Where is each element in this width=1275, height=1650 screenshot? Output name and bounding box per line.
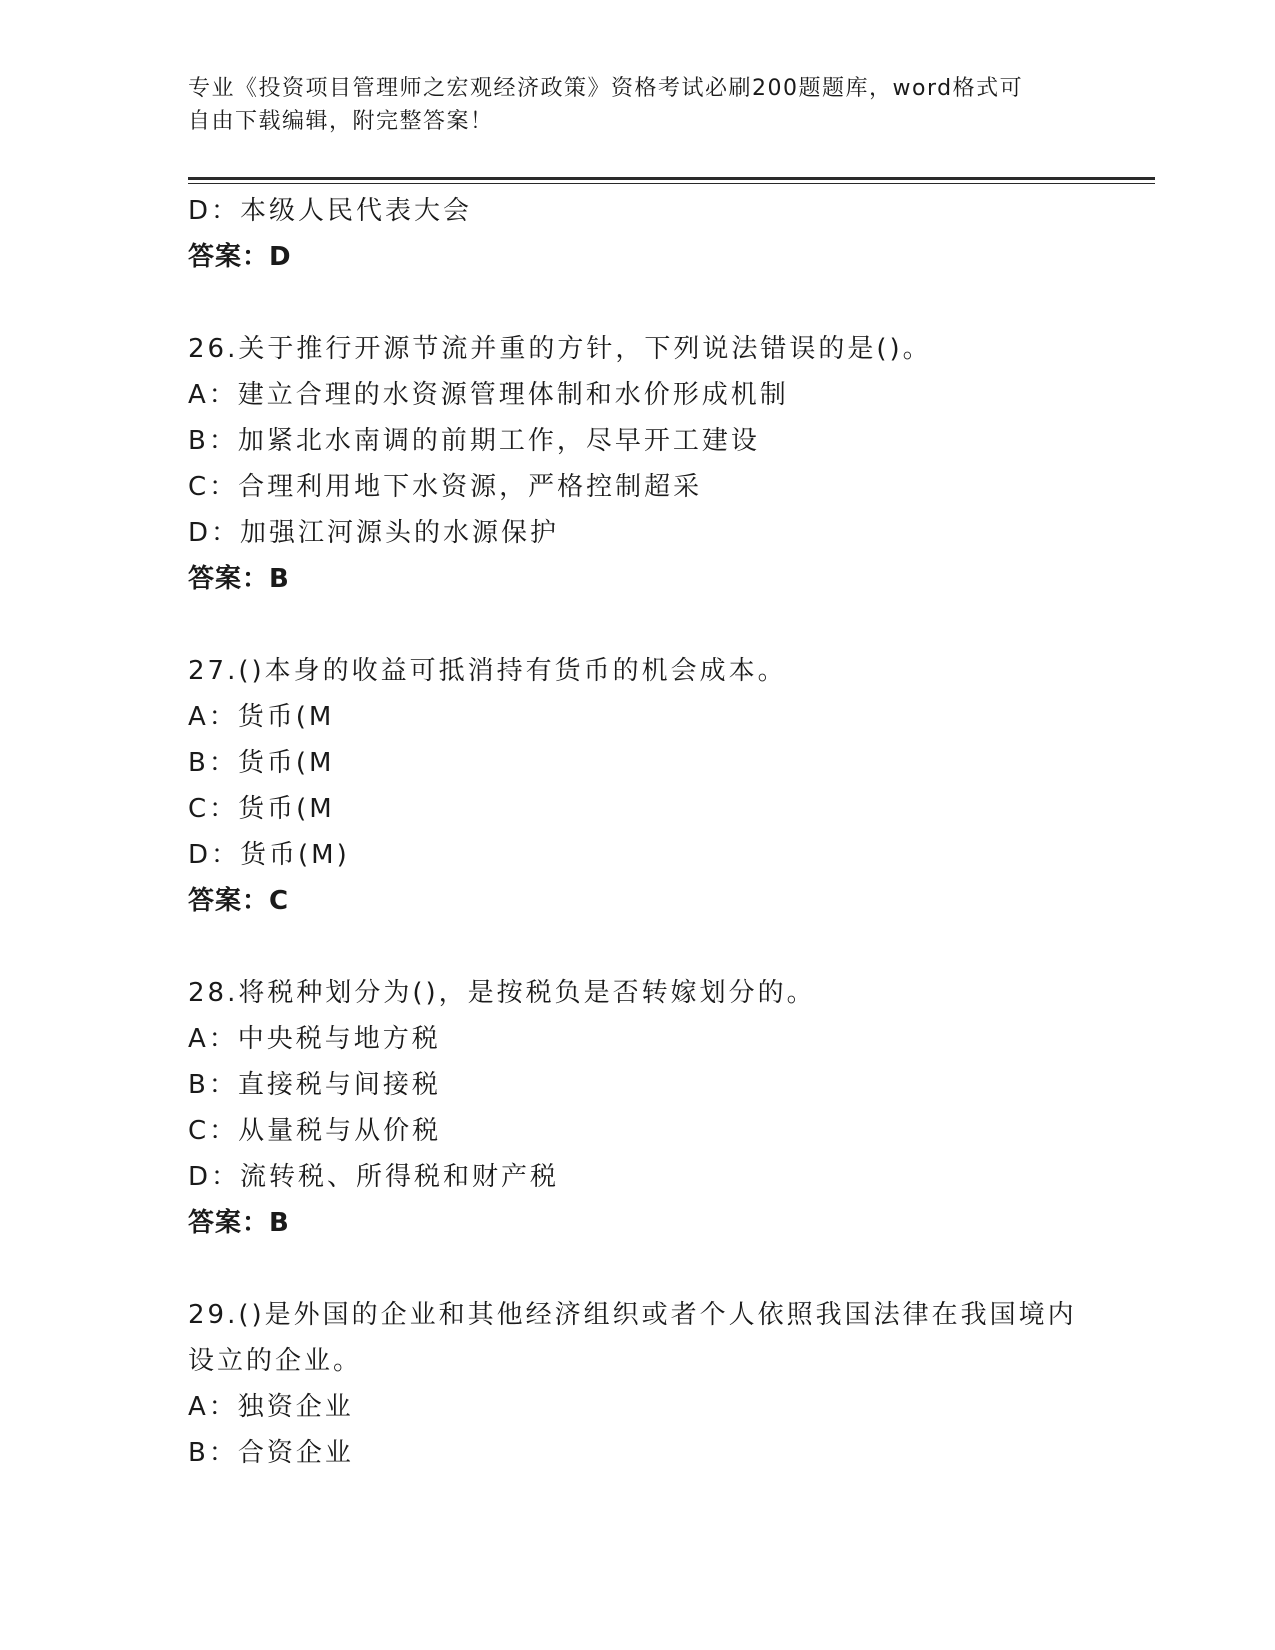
option-d: D：流转税、所得税和财产税 [188, 1162, 560, 1192]
answer-line: 答案：C [188, 886, 290, 916]
option-a: A：中央税与地方税 [188, 1024, 441, 1054]
question-29 [188, 1292, 1148, 1476]
question-list [188, 188, 1148, 1476]
question-stem: 26.关于推行开源节流并重的方针，下列说法错误的是()。 [188, 334, 932, 364]
option-c: C：从量税与从价税 [188, 1116, 442, 1146]
previous-question-tail [188, 188, 1148, 280]
option-d: D：本级人民代表大会 [188, 196, 473, 226]
question-26 [188, 326, 1148, 602]
option-d: D：货币(M) [188, 840, 350, 870]
answer-line: 答案：B [188, 564, 290, 594]
document-header [188, 72, 1068, 138]
header-divider-thick [188, 177, 1155, 180]
question-stem: 28.将税种划分为()，是按税负是否转嫁划分的。 [188, 978, 816, 1008]
answer-line: 答案：D [188, 242, 292, 272]
question-stem-line-2: 设立的企业。 [188, 1346, 363, 1376]
option-a: A：货币(M [188, 702, 335, 732]
option-a: A：独资企业 [188, 1392, 354, 1422]
option-b: B：货币(M [188, 748, 335, 778]
option-b: B：合资企业 [188, 1438, 354, 1468]
question-27 [188, 648, 1148, 924]
option-d: D：加强江河源头的水源保护 [188, 518, 560, 548]
question-stem: 27.()本身的收益可抵消持有货币的机会成本。 [188, 656, 787, 686]
header-title-line-2: 自由下载编辑，附完整答案！ [188, 109, 494, 134]
option-c: C：合理利用地下水资源，严格控制超采 [188, 472, 703, 502]
header-title-line-1: 专业《投资项目管理师之宏观经济政策》资格考试必刷200题题库，word格式可 [188, 76, 1024, 101]
question-28 [188, 970, 1148, 1246]
question-stem-line-1: 29.()是外国的企业和其他经济组织或者个人依照我国法律在我国境内 [188, 1300, 1077, 1330]
header-divider-thin [188, 183, 1155, 184]
answer-line: 答案：B [188, 1208, 290, 1238]
option-b: B：直接税与间接税 [188, 1070, 441, 1100]
option-b: B：加紧北水南调的前期工作，尽早开工建设 [188, 426, 760, 456]
option-a: A：建立合理的水资源管理体制和水价形成机制 [188, 380, 789, 410]
option-c: C：货币(M [188, 794, 335, 824]
